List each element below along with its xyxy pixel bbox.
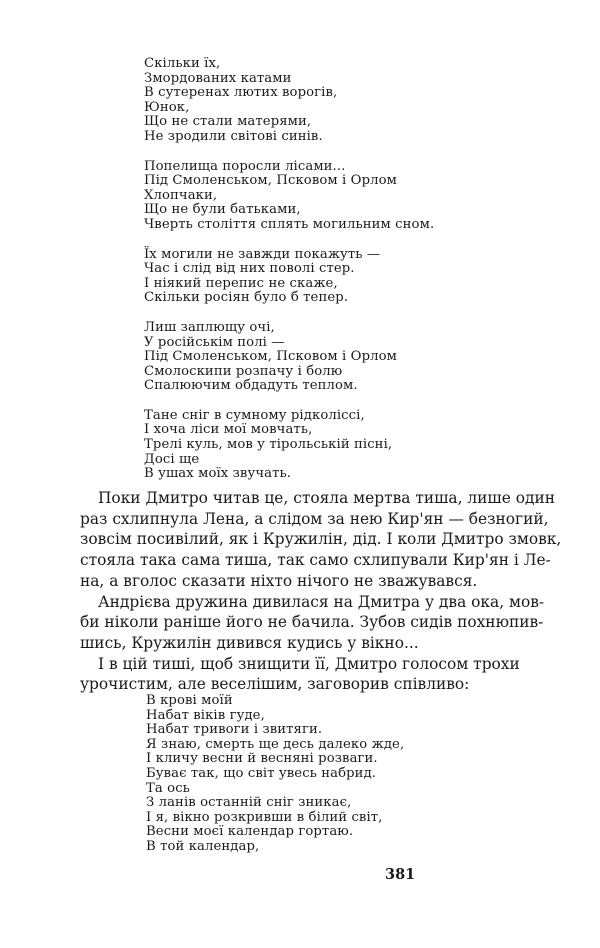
- stanza-break: [144, 306, 434, 321]
- verse-line: Час і слід від них поволі стер.: [144, 261, 355, 277]
- verse-line: Скільки росіян було б тепер.: [144, 290, 349, 306]
- verse-line: Спалюючим обдадуть теплом.: [144, 378, 358, 394]
- stanza-break: [144, 394, 434, 409]
- verse-line: Досі ще: [144, 451, 200, 467]
- verse-line: Під Смоленськом, Псковом і Орлом: [144, 173, 397, 189]
- verse-line: І хоча ліси мої мовчать,: [144, 422, 313, 438]
- prose-line: стояла така сама тиша, так само схлипували Кир'ян і Ле-: [80, 551, 551, 570]
- verse-line: Буває так, що світ увесь набрид.: [146, 765, 377, 781]
- verse-line: Смолоскипи розпачу і болю: [144, 363, 343, 379]
- poem-second: [146, 694, 404, 855]
- verse-line: І ніякий перепис не скаже,: [144, 275, 338, 291]
- verse-line: Тане сніг в сумному рідколіссі,: [144, 407, 365, 423]
- verse-line: Їх могили не завжди покажуть —: [144, 246, 381, 262]
- verse-line: Попелища поросли лісами...: [144, 158, 346, 174]
- poem-first: [144, 57, 434, 482]
- prose-line: раз схлипнула Лена, а слідом за нею Кир'ян — безногий,: [80, 509, 549, 528]
- verse-line: В той календар,: [146, 838, 260, 854]
- verse-line: Весни моєї календар гортаю.: [146, 824, 354, 840]
- verse-line: Хлопчаки,: [144, 187, 218, 203]
- verse-line: І кличу весни й весняні розваги.: [146, 751, 378, 767]
- verse-line: Під Смоленськом, Псковом і Орлом: [144, 349, 397, 365]
- verse-line: Що не стали матерями,: [144, 114, 312, 130]
- verse-line: Що не були батьками,: [144, 202, 301, 218]
- verse-line: В ушах моїх звучать.: [144, 466, 292, 482]
- verse-line: В крові моїй: [146, 693, 233, 708]
- verse-line: Скільки їх,: [144, 56, 221, 71]
- prose-line: шись, Кружилін дивився кудись у вікно...: [80, 633, 419, 652]
- stanza-break: [144, 145, 434, 160]
- verse-line: Та ось: [146, 780, 190, 796]
- prose-line: зовсім посивілий, як і Кружилін, дід. І коли Дмитро змовк,: [80, 530, 562, 549]
- verse-line: Чверть століття сплять могильним сном.: [144, 216, 435, 232]
- verse-line: Трелі куль, мов у тірольській пісні,: [144, 437, 393, 453]
- prose-line: Андрієва дружина дивилася на Дмитра у два ока, мов-: [98, 592, 545, 611]
- verse-line: Набат віків гуде,: [146, 707, 265, 723]
- verse-line: У російськім полі —: [144, 334, 285, 350]
- verse-line: Я знаю, смерть ще десь далеко жде,: [146, 736, 405, 752]
- verse-line: І я, вікно розкривши в білий світ,: [146, 809, 383, 825]
- verse-line: З ланів останній сніг зникає,: [146, 795, 352, 811]
- prose-line: би ніколи раніше його не бачила. Зубов сидів похнюпив-: [80, 613, 544, 632]
- page-number: 381: [385, 866, 416, 883]
- prose-line: на, а вголос сказати ніхто нічого не зважувався.: [80, 571, 478, 590]
- verse-line: Не зродили світові синів.: [144, 128, 323, 144]
- prose-line: урочистим, але веселішим, заговорив співливо:: [80, 675, 470, 694]
- verse-line: В сутеренах лютих ворогів,: [144, 85, 338, 101]
- verse-line: Юнок,: [144, 99, 190, 115]
- verse-line: Змордованих катами: [144, 70, 292, 86]
- prose-line: І в цій тиші, щоб знищити її, Дмитро голосом трохи: [98, 654, 520, 673]
- verse-line: Набат тривоги і звитяги.: [146, 722, 323, 738]
- stanza-break: [144, 233, 434, 248]
- prose-paragraphs: [80, 488, 562, 695]
- verse-line: Лиш заплющу очі,: [144, 319, 275, 335]
- prose-line: Поки Дмитро читав це, стояла мертва тиша, лише один: [98, 489, 555, 507]
